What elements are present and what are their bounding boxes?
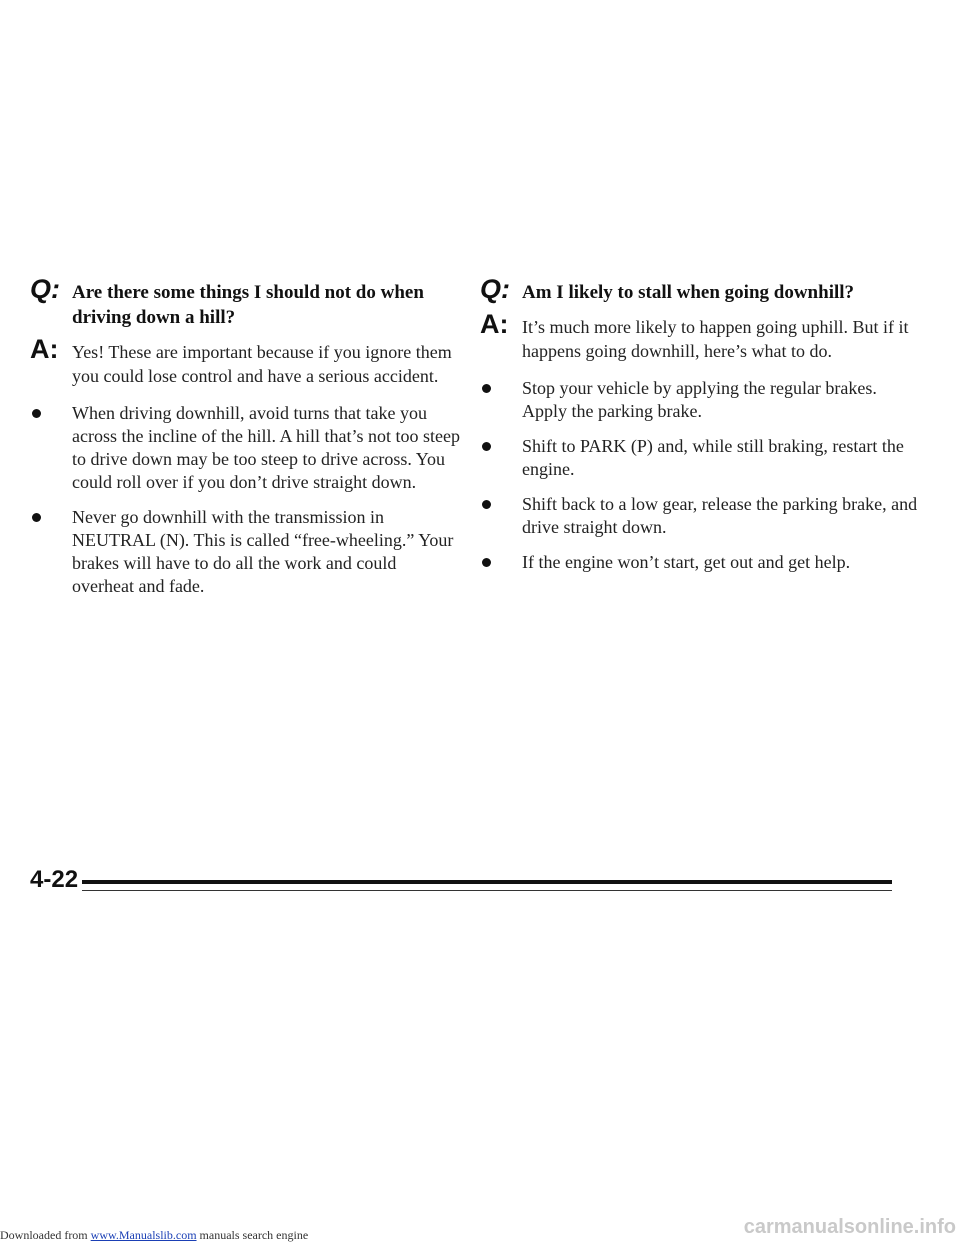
site-watermark: carmanualsonline.info (743, 1216, 956, 1238)
list-item (480, 377, 920, 423)
answer-text: It’s much more likely to happen going uphill. But if it happens going downhill, here’s what to do. (522, 317, 909, 361)
bullet-list (480, 377, 920, 574)
answer-block (480, 309, 920, 363)
download-banner (0, 1228, 308, 1242)
list-item (480, 493, 920, 539)
list-item (30, 402, 460, 494)
question-mark: Q: (30, 274, 60, 304)
answer-mark: A: (480, 309, 509, 339)
bullet-text: Shift to PARK (P) and, while still braking, restart the engine. (522, 436, 904, 479)
bullet-icon (482, 442, 491, 451)
banner-suffix: manuals search engine (196, 1228, 309, 1242)
left-column (30, 274, 460, 610)
question-text: Are there some things I should not do when driving down a hill? (72, 282, 424, 328)
manualslib-link[interactable]: www.Manualslib.com (90, 1228, 197, 1242)
question-block (30, 274, 460, 330)
bullet-icon (482, 384, 491, 393)
answer-text: Yes! These are important because if you ignore them you could lose control and have a serious accident. (72, 342, 452, 386)
bullet-text: If the engine won’t start, get out and get help. (522, 552, 851, 572)
bullet-text: When driving downhill, avoid turns that take you across the incline of the hill. A hill that’s not too steep to drive down may be too steep to drive across. You could roll over if you don’t drive straight down. (72, 403, 460, 492)
bullet-icon (32, 409, 41, 418)
bullet-icon (32, 513, 41, 522)
footer-rule-thin (82, 890, 892, 891)
question-block (480, 274, 920, 305)
footer-rule-thick (82, 880, 892, 884)
list-item (480, 551, 920, 574)
question-text: Am I likely to stall when going downhill? (522, 282, 855, 303)
answer-mark: A: (30, 334, 59, 364)
bullet-icon (482, 500, 491, 509)
list-item (30, 506, 460, 598)
bullet-text: Never go downhill with the transmission in NEUTRAL (N). This is called “free-wheeling.” Your brakes will have to do all the work and could overheat and fade. (72, 507, 454, 596)
banner-prefix: Downloaded from (0, 1228, 91, 1242)
answer-block (30, 334, 460, 388)
list-item (480, 435, 920, 481)
page-number: 4-22 (30, 866, 79, 893)
right-column (480, 274, 920, 586)
bullet-text: Stop your vehicle by applying the regular brakes. Apply the parking brake. (522, 378, 877, 421)
page-footer (30, 866, 892, 902)
bullet-icon (482, 558, 491, 567)
bullet-text: Shift back to a low gear, release the parking brake, and drive straight down. (522, 494, 918, 537)
question-mark: Q: (480, 274, 510, 304)
bullet-list (30, 402, 460, 598)
